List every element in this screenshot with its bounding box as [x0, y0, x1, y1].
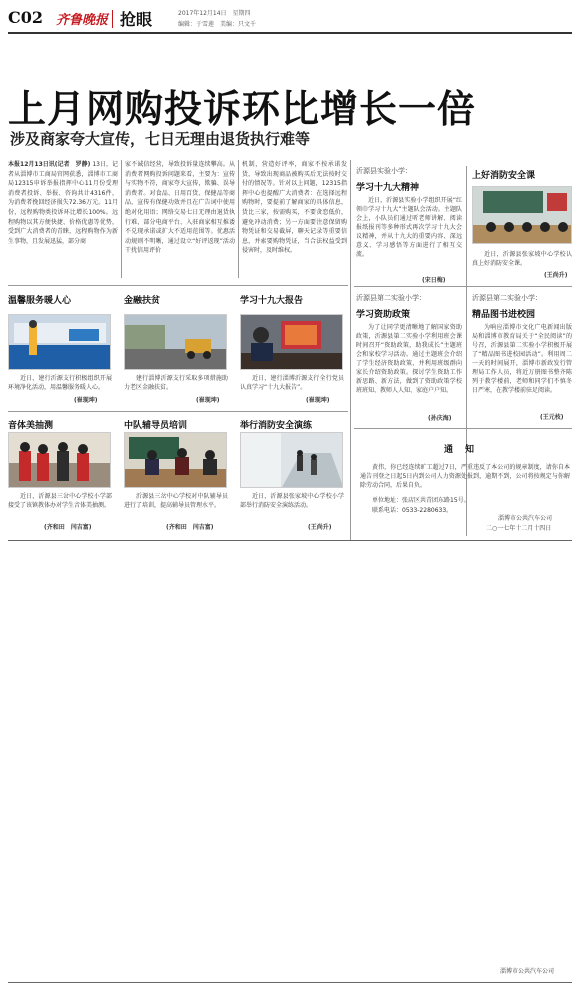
photo-title-study-report: 学习十九大报告 — [240, 296, 304, 306]
article-title-aid-policy: 学习资助政策 — [356, 310, 411, 320]
row-divider — [354, 286, 572, 287]
article-body: 为响应淄博市文化广电新闻出版局和淄博市教育局关于“全民阅读”的号召，沂源县第二实验小学积极开展了“精品图书进校园活动”。利用周二一天的时间展开，淄博市新政发行管理局工作人员，将近万册图书整齐陈列于教学楼前，老师和同学们不慎冬日严寒，在教学楼前驻足阅读。 — [472, 324, 572, 394]
article-kicker: 沂源县第二实验小学： — [356, 294, 426, 302]
photo-title-arts-test: 音体美抽测 — [8, 421, 54, 431]
story-column-3: 机制，营造好评率，商家不按承诺发货，导致出现商品被购买后无法按时交付的情况等。针对以上问题，12315指挥中心也提醒广大消费者：在选择远程购物时，要提前了解商家的具体信息，货比三家，按需购买，不要贪恋低价，避免冲动消费；另一方面要注意保留购物凭证和交易截屏，聊天记录等重要信息，并索要购物凭证，当合法权益受到侵害时，及时维权。 — [242, 161, 347, 255]
photo-caption: 近日，沂源县三岔中心学校小学部接受了该镇教体办对学生音体美抽测。 — [8, 493, 112, 509]
notice-company: 淄博市公共汽车公司 — [498, 515, 553, 522]
column-divider — [238, 160, 239, 278]
story-column-2: 家不诚信经营，导致投诉量连续攀高。从消费者网购投诉问题来看，主要为：宣传与实物不符，商家夸大宣传，欺骗、误导消费者。对食品、日用百货、保健品等商品，宣传有保健功效并且在广告词中使用绝对化用语；网络交易七日无理由退货执行难，部分电商平台、入驻商家相互推诿不兑现承诺或扩大不适用范围等。优惠活动规则不明晰，通过设立“好评返现”活动干扰信用评价 — [125, 161, 235, 255]
article-body: 为了让同学更清晰地了解国家资助政策，沂源县第二实验小学利用班会课时间召开“资助政策，助我成长”主题班会和家校学习活动。通过主题班会介绍了学生经济资助政策，并利用班级群向家长介绍资助政策。探讨学生资助工作新思路、新方法，做到了资助政策学校班班知、教师人人知、家庭户户知。 — [356, 324, 462, 394]
photo-title-poverty-alleviation: 金融扶贫 — [124, 296, 161, 306]
article-title-study-spirit: 学习十九大精神 — [356, 183, 420, 193]
photo-fire-drill — [240, 432, 343, 488]
photo-fire-safety-classroom — [472, 186, 572, 244]
row-divider — [8, 411, 348, 412]
notice-phone: 联系电话：0533-2280633。 — [372, 507, 453, 514]
article-byline: (王元枝) — [540, 414, 564, 421]
photo-byline: (崔现坤) — [196, 397, 220, 404]
photo-caption: 近日，建行淄博沂源支行全行党员认真学习“十九大报告”。 — [240, 375, 344, 391]
article-byline: (孙庆海) — [428, 415, 452, 422]
subheadline: 涉及商家夸大宣传，七日无理由退货执行难等 — [10, 130, 311, 148]
header-rule — [8, 32, 572, 34]
column-divider — [121, 160, 122, 278]
page-bottom-rule — [8, 982, 572, 983]
photo-byline: (王尚升) — [308, 524, 332, 531]
section-name: 抢眼 — [120, 10, 153, 29]
page-number: C02 — [8, 8, 43, 27]
article-byline: (宋日梅) — [422, 277, 446, 284]
photo-byline: (崔现坤) — [74, 397, 98, 404]
article-body: 近日，沂源县实验小学组织开展“红领巾学习十九大”主题队会活动。主题队会上，小队员们通过听老师讲解、阅读报纸报刊等多种形式再次学习十九大会议精神，并从十九大的重要内容、深远意义、学习感悟等方面进行了相互交流。 — [356, 197, 462, 258]
article-title-books-campus: 精品图书进校园 — [472, 310, 536, 320]
article-title-fire-safety-class: 上好消防安全课 — [472, 171, 536, 181]
photo-caption: 建行淄博沂源支行采取多项措施助力老区金融扶贫。 — [124, 375, 228, 391]
issue-date: 2017年12月14日 星期四 — [178, 10, 251, 17]
photo-caption: 近日，建行沂源支行积极组织开展环境净化活动，用温馨服务暖人心。 — [8, 375, 112, 391]
photo-students-arts-test — [8, 432, 111, 488]
photo-caption: 近日，沂源县张家坡中心学校认真上好消防安全课。 — [472, 251, 572, 267]
photo-title-counselor-training: 中队辅导员培训 — [124, 421, 188, 431]
photo-title-fire-drill: 举行消防安全演练 — [240, 421, 313, 431]
newspaper-logo: 齐鲁晚报 — [56, 13, 109, 28]
article-kicker: 沂源县实验小学： — [356, 167, 412, 175]
notice-body: 黄伟，你已经连续旷工超过7日，严重违反了本公司的规章制度，请你自本通告刊登之日起5日内到公司人力资源处报到，逾期不到，公司将按规定与你解除劳动合同，后果自负。 — [360, 464, 570, 489]
content-bottom-rule — [8, 540, 572, 541]
row-divider — [8, 285, 348, 286]
photo-byline: (齐和田 闫吉富) — [44, 524, 92, 531]
notice-title: 通知 — [444, 445, 487, 455]
photo-caption: 近日，沂源县张家坡中心学校小学部举行消防安全演练活动。 — [240, 493, 344, 509]
main-headline: 上月网购投诉环比增长一倍 — [8, 87, 477, 131]
notice-address: 单位地址：张店区共青团东路15号。 — [372, 497, 470, 504]
row-divider — [354, 428, 572, 429]
photo-byline: (崔现坤) — [306, 397, 330, 404]
photo-teacher-training — [124, 432, 227, 488]
photo-bank-staff-cleaning — [8, 314, 111, 370]
story-lede: 本报12月13日讯(记者 罗静) — [8, 161, 91, 168]
notice-date: 二○一七年十二月十四日 — [486, 525, 552, 532]
masthead — [8, 6, 572, 34]
photo-title-warm-service: 温馨服务暖人心 — [8, 296, 72, 306]
right-column-divider — [350, 160, 351, 540]
article-kicker: 沂源县第二实验小学： — [472, 294, 542, 302]
story-column-1-text: 13日，记者从淄博市工商局官网获悉，淄博市工商局12315申诉举报指挥中心11月份受理消费者投诉、举报、咨询共计4316件，为消费者挽回经济损失72.36万元。11月份，远程购物类投诉环比增长100%。远程购物以其方便快捷、价格优惠等优势，受到广大消费者的青睐，远程购物作为新生事物，且发展迅猛，部分商 — [8, 161, 118, 245]
photo-byline: (王尚升) — [544, 272, 568, 279]
header-divider — [112, 10, 113, 28]
editor-credits: 编辑：于雪莲 美编：只文千 — [178, 21, 257, 28]
story-column-1 — [8, 160, 118, 280]
footer-company: 淄博市公共汽车公司 — [500, 968, 555, 975]
photo-byline: (齐和田 闫吉富) — [166, 524, 214, 531]
photo-party-study-session — [240, 314, 343, 370]
photo-road-construction — [124, 314, 227, 370]
photo-caption: 沂源县三岔中心学校对中队辅导员进行了培训，提高辅导员管理水平。 — [124, 493, 228, 509]
